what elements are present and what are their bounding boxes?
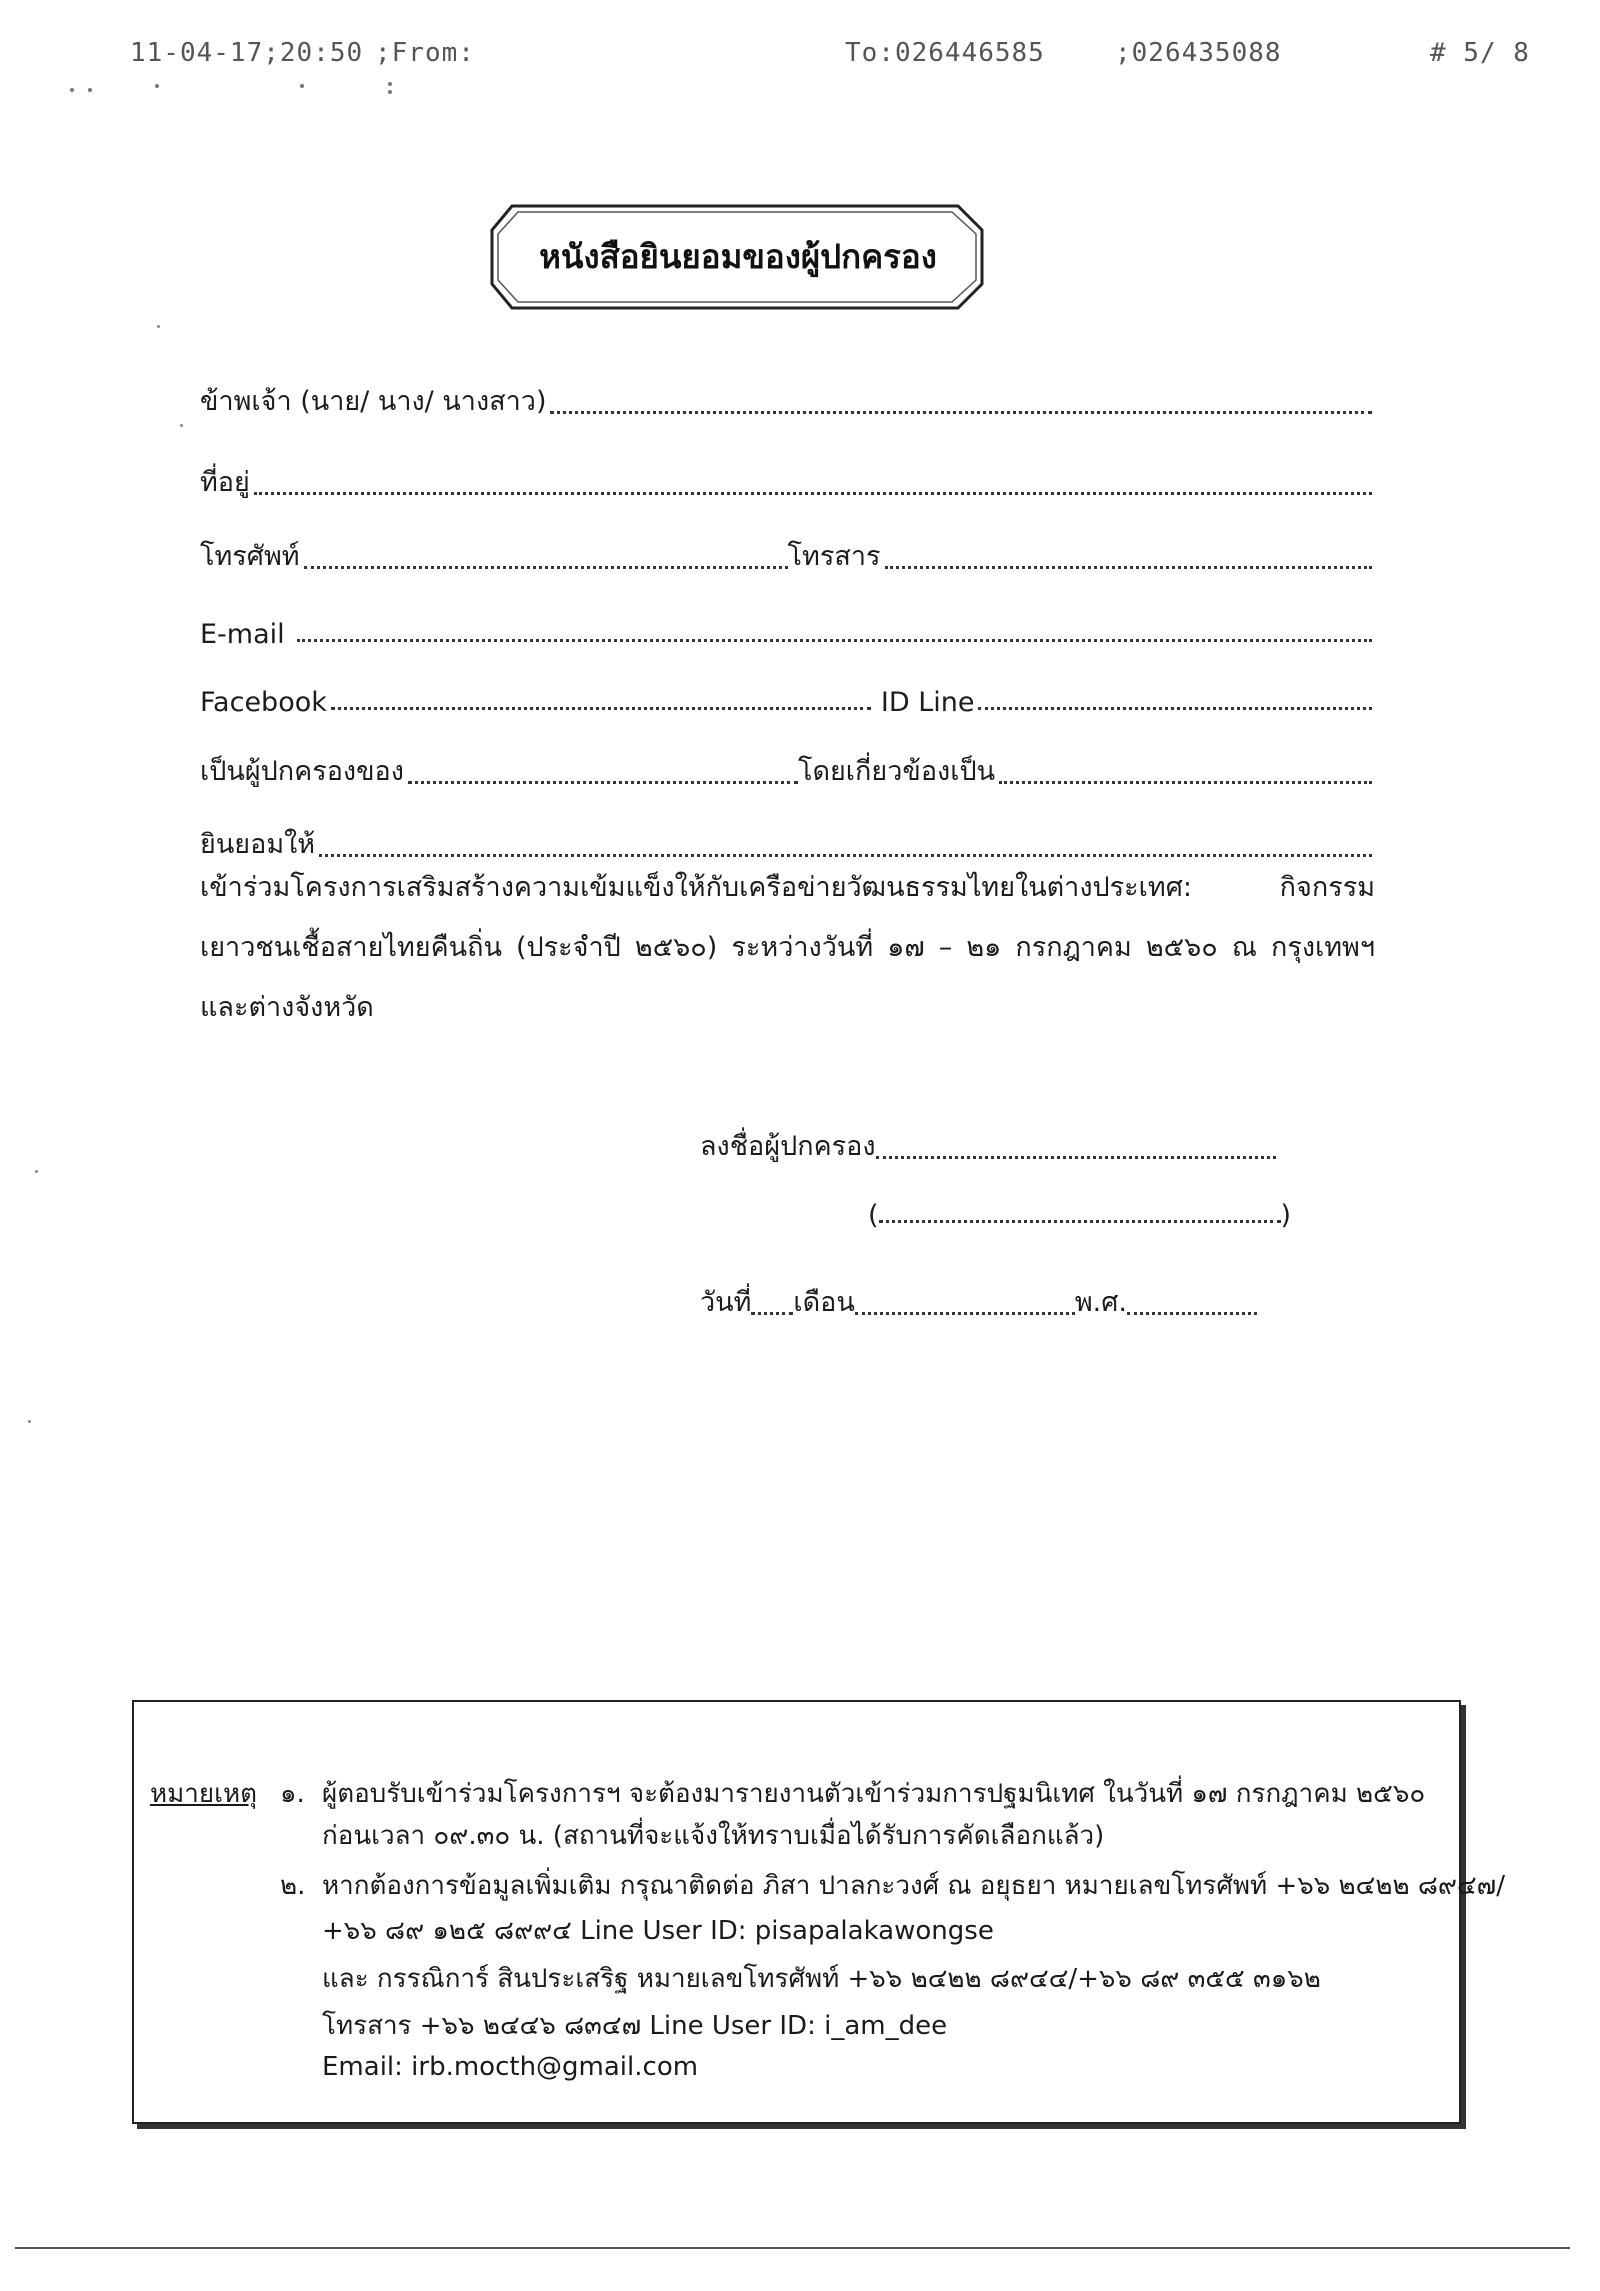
email-label: E-mail	[200, 619, 285, 650]
paren-open: (	[868, 1200, 879, 1231]
consent-label: ยินยอมให้	[200, 829, 316, 860]
relation-blank[interactable]	[999, 777, 1372, 784]
fax-from: ;From:	[375, 38, 475, 68]
fax-number: ;026435088	[1115, 38, 1282, 68]
note-1-line-a	[280, 1773, 1425, 1814]
note-1-text-a: ผู้ตอบรับเข้าร่วมโครงการฯ จะต้องมารายงานตัวเข้าร่วมการปฐมนิเทศ ในวันที่ ๑๗ กรกฎาคม ๒๕๖๐	[322, 1779, 1426, 1809]
guardian-of-label: เป็นผู้ปกครองของ	[200, 756, 404, 787]
fax-label: โทรสาร	[787, 541, 881, 572]
year-label: พ.ศ.	[1074, 1287, 1127, 1318]
note-2-text-a: หากต้องการข้อมูลเพิ่มเติม กรุณาติดต่อ ภิสา ปาลกะวงศ์ ณ อยุธยา หมายเลขโทรศัพท์ +๖๖ ๒๔๒๒ ๘๙๔๗/	[322, 1871, 1505, 1901]
phone-fax-field[interactable]	[200, 527, 1372, 577]
address-field[interactable]	[200, 453, 1372, 503]
note-2-number: ๒.	[280, 1871, 306, 1901]
note-2-line-a	[280, 1865, 1505, 1906]
fax-datetime: 11-04-17;20:50	[130, 38, 364, 68]
consent-body-text: เข้าร่วมโครงการเสริมสร้างความเข้มแข็งให้กับเครือข่ายวัฒนธรรมไทยในต่างประเทศ: กิจกรรมเยาวชนเชื้อสายไทยคืนถิ่น (ประจำปี ๒๕๖๐) ระหว่างวันที่ ๑๗ – ๒๑ กรกฎาคม ๒๕๖๐ ณ กรุงเทพฯ และต่างจังหวัด	[200, 872, 1375, 1023]
title-frame	[488, 200, 988, 312]
facebook-idline-field[interactable]	[200, 668, 1372, 718]
fax-to: To:026446585	[845, 38, 1045, 68]
idline-label: ID Line	[880, 687, 975, 718]
scan-speck	[35, 1170, 38, 1173]
consent-blank[interactable]	[319, 850, 1372, 857]
name-field[interactable]	[200, 372, 1372, 422]
note-1-text-b: ก่อนเวลา ๐๙.๓๐ น. (สถานที่จะแจ้งให้ทราบเมื่อได้รับการคัดเลือกแล้ว)	[322, 1821, 1105, 1851]
idline-blank[interactable]	[978, 703, 1372, 710]
address-blank[interactable]	[254, 488, 1372, 495]
bottom-rule	[15, 2247, 1570, 2249]
fax-noise-dots	[60, 82, 460, 102]
facebook-blank[interactable]	[331, 703, 871, 710]
name-label: ข้าพเจ้า (นาย/ นาง/ นางสาว)	[200, 386, 547, 417]
note-2-email: Email: irb.mocth@gmail.com	[322, 2052, 699, 2082]
page-title: หนังสือยินยอมของผู้ปกครอง	[539, 236, 937, 276]
signature-line[interactable]	[700, 1124, 1276, 1167]
paren-close: )	[1280, 1200, 1292, 1231]
signature-name-line[interactable]	[868, 1200, 1291, 1231]
note-2-text-c: และ กรรณิการ์ สินประเสริฐ หมายเลขโทรศัพท์ +๖๖ ๒๔๒๒ ๘๙๔๔/+๖๖ ๘๙ ๓๕๕ ๓๑๖๒	[322, 1964, 1321, 1994]
scan-speck	[28, 1420, 31, 1423]
sign-label: ลงชื่อผู้ปกครอง	[700, 1131, 876, 1162]
day-label: วันที่	[700, 1287, 752, 1318]
facebook-label: Facebook	[200, 687, 327, 718]
note-2-text-b: +๖๖ ๘๙ ๑๒๕ ๘๙๙๔ Line User ID: pisapalakawongse	[322, 1916, 994, 1946]
day-blank[interactable]	[751, 1308, 793, 1315]
date-line[interactable]	[700, 1280, 1257, 1323]
email-field[interactable]	[200, 600, 1372, 650]
month-label: เดือน	[793, 1287, 855, 1318]
guardian-relation-field[interactable]	[200, 742, 1372, 792]
fax-header	[130, 38, 1560, 78]
month-blank[interactable]	[855, 1308, 1075, 1315]
name-blank[interactable]	[550, 407, 1372, 414]
fax-page: # 5/ 8	[1430, 38, 1530, 68]
year-blank[interactable]	[1127, 1308, 1257, 1315]
notes-label: หมายเหตุ	[150, 1779, 258, 1809]
note-1-number: ๑.	[280, 1779, 305, 1809]
email-blank[interactable]	[297, 635, 1372, 642]
phone-blank[interactable]	[304, 562, 788, 569]
fax-blank[interactable]	[885, 562, 1373, 569]
scan-speck	[157, 325, 160, 328]
scan-speck	[180, 424, 183, 427]
sign-blank[interactable]	[876, 1152, 1276, 1159]
phone-label: โทรศัพท์	[200, 541, 300, 572]
printed-name-blank[interactable]	[879, 1216, 1281, 1223]
note-2-text-d: โทรสาร +๖๖ ๒๔๔๖ ๘๓๔๗ Line User ID: i_am_dee	[322, 2011, 948, 2041]
relation-label: โดยเกี่ยวข้องเป็น	[797, 756, 996, 787]
address-label: ที่อยู่	[200, 467, 250, 498]
guardian-of-blank[interactable]	[408, 777, 798, 784]
